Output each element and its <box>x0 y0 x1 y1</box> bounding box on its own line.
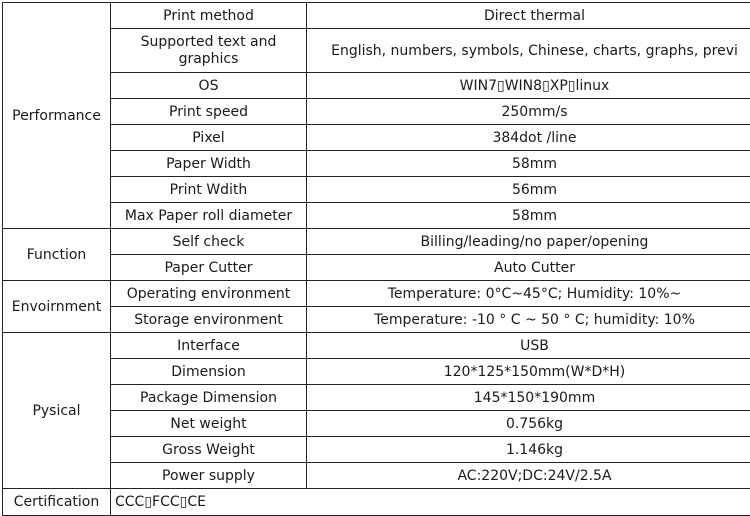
row-label: Paper Cutter <box>111 255 307 281</box>
table-row <box>3 99 750 125</box>
row-value: 145*150*190mm <box>307 385 750 411</box>
table-row <box>3 437 750 463</box>
table-row <box>3 333 750 359</box>
table-row <box>3 255 750 281</box>
row-label: Paper Width <box>111 151 307 177</box>
row-label: Print method <box>111 3 307 29</box>
spec-table <box>2 2 750 516</box>
row-label: Self check <box>111 229 307 255</box>
row-label: Pixel <box>111 125 307 151</box>
table-row <box>3 489 750 516</box>
row-value: AC:220V;DC:24V/2.5A <box>307 463 750 489</box>
table-row <box>3 281 750 307</box>
row-value: Direct thermal <box>307 3 750 29</box>
table-row <box>3 203 750 229</box>
table-row <box>3 29 750 73</box>
row-label: Operating environment <box>111 281 307 307</box>
table-row <box>3 125 750 151</box>
category-performance: Performance <box>3 3 111 229</box>
row-value: English, numbers, symbols, Chinese, charts, graphs, previ <box>307 29 750 73</box>
row-value: WIN7▯WIN8▯XP▯linux <box>307 73 750 99</box>
row-value: 58mm <box>307 203 750 229</box>
row-value: 120*125*150mm(W*D*H) <box>307 359 750 385</box>
row-value: Auto Cutter <box>307 255 750 281</box>
table-row <box>3 73 750 99</box>
table-row <box>3 151 750 177</box>
row-label: Net weight <box>111 411 307 437</box>
certification-value: CCC▯FCC▯CE <box>111 489 750 516</box>
table-row <box>3 177 750 203</box>
row-value: 0.756kg <box>307 411 750 437</box>
table-row <box>3 359 750 385</box>
row-value: 56mm <box>307 177 750 203</box>
row-value: 384dot /line <box>307 125 750 151</box>
row-label: Package Dimension <box>111 385 307 411</box>
row-label: Dimension <box>111 359 307 385</box>
row-label: Supported text and graphics <box>111 29 307 73</box>
table-row <box>3 307 750 333</box>
category-certification: Certification <box>3 489 111 516</box>
table-row <box>3 229 750 255</box>
row-label: Print Wdith <box>111 177 307 203</box>
row-label: Storage environment <box>111 307 307 333</box>
row-label: Power supply <box>111 463 307 489</box>
row-label: Gross Weight <box>111 437 307 463</box>
table-row <box>3 463 750 489</box>
category-physical: Pysical <box>3 333 111 489</box>
row-value: Temperature: -10 ° C ~ 50 ° C; humidity: 10% <box>307 307 750 333</box>
row-label: Max Paper roll diameter <box>111 203 307 229</box>
table-row <box>3 3 750 29</box>
category-environment: Envoirnment <box>3 281 111 333</box>
table-row <box>3 385 750 411</box>
row-value: 250mm/s <box>307 99 750 125</box>
row-value: 1.146kg <box>307 437 750 463</box>
row-value: Temperature: 0°C~45°C; Humidity: 10%~ <box>307 281 750 307</box>
row-label: Interface <box>111 333 307 359</box>
category-function: Function <box>3 229 111 281</box>
row-label: Print speed <box>111 99 307 125</box>
table-row <box>3 411 750 437</box>
row-label: OS <box>111 73 307 99</box>
row-value: 58mm <box>307 151 750 177</box>
row-value: Billing/leading/no paper/opening <box>307 229 750 255</box>
row-value: USB <box>307 333 750 359</box>
